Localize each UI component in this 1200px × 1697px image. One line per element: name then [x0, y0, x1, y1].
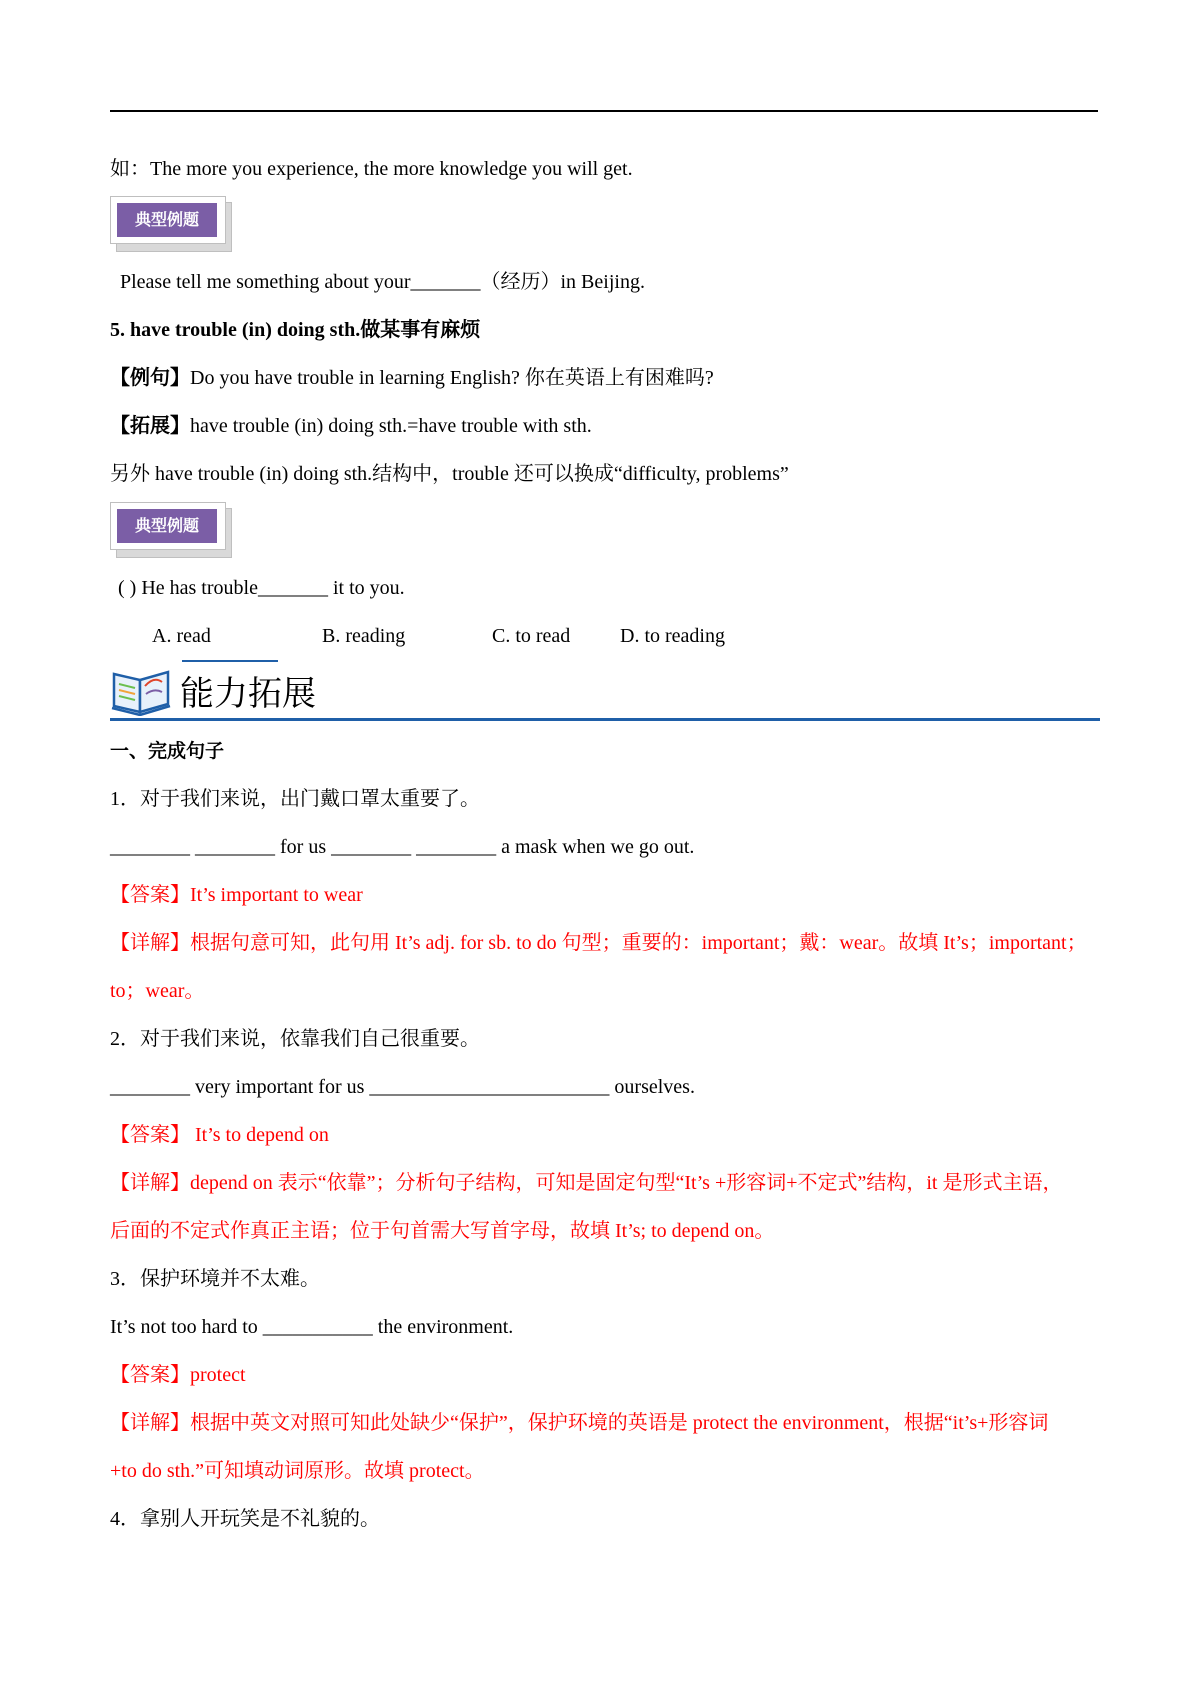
badge-label: 典型例题 — [117, 509, 217, 543]
item-3-answer: 【答案】protect — [110, 1364, 246, 1386]
point-5-title: 5. have trouble (in) doing sth.做某事有麻烦 — [110, 319, 481, 341]
item-2-detail: 【详解】depend on 表示“依靠”；分析句子结构，可知是固定句型“It’s +形容词+不定式”结构，it 是形式主语， — [110, 1172, 1063, 1194]
typical-example-badge — [110, 196, 232, 252]
example-tag: 【例句】 — [110, 367, 190, 389]
exercise-2-question: ( ) He has trouble_______ it to you. — [118, 577, 405, 599]
point-5-extend — [110, 413, 592, 439]
item-4-prompt: 4．拿别人开玩笑是不礼貌的。 — [110, 1508, 380, 1530]
badge-face — [110, 196, 226, 244]
section-title: 能力拓展 — [180, 674, 316, 714]
option-d: D. to reading — [620, 625, 725, 647]
point-5-example — [110, 365, 714, 391]
open-book-icon — [110, 662, 172, 716]
typical-example-badge-2 — [110, 502, 232, 558]
option-a: A. read — [152, 625, 211, 647]
intro-example: 如：The more you experience, the more knowledge you will get. — [110, 158, 633, 180]
item-2-blank: ________ very important for us ________________________ ourselves. — [110, 1076, 695, 1098]
item-3-detail: 【详解】根据中英文对照可知此处缺少“保护”，保护环境的英语是 protect the environment，根据“it’s+形容词 — [110, 1412, 1049, 1434]
part-1-heading: 一、完成句子 — [110, 740, 225, 762]
option-b: B. reading — [322, 625, 406, 647]
section-header — [110, 648, 1100, 720]
point-5-note: 另外 have trouble (in) doing sth.结构中，trouble 还可以换成“difficulty, problems” — [110, 463, 789, 485]
item-1-detail: 【详解】根据句意可知，此句用 It’s adj. for sb. to do 句型；重要的：important；戴：wear。故填 It’s；important； — [110, 932, 1087, 954]
item-1-answer: 【答案】It’s important to wear — [110, 884, 363, 906]
badge-face — [110, 502, 226, 550]
extend-text: have trouble (in) doing sth.=have trouble with sth. — [190, 415, 592, 437]
item-2-detail-cont: 后面的不定式作真正主语；位于句首需大写首字母，故填 It’s; to depend on。 — [110, 1220, 775, 1242]
item-3-blank: It’s not too hard to ___________ the environment. — [110, 1316, 514, 1338]
option-c: C. to read — [492, 625, 571, 647]
item-3-prompt: 3．保护环境并不太难。 — [110, 1268, 320, 1290]
header-rule — [110, 110, 1098, 112]
item-2-answer: 【答案】 It’s to depend on — [110, 1124, 329, 1146]
item-2-prompt: 2．对于我们来说，依靠我们自己很重要。 — [110, 1028, 480, 1050]
item-3-detail-cont: +to do sth.”可知填动词原形。故填 protect。 — [110, 1460, 485, 1482]
example-text: Do you have trouble in learning English? 你在英语上有困难吗? — [190, 367, 714, 389]
item-1-prompt: 1．对于我们来说，出门戴口罩太重要了。 — [110, 788, 480, 810]
item-1-detail-cont: to；wear。 — [110, 980, 205, 1002]
exercise-2-options — [152, 623, 725, 649]
exercise-1: Please tell me something about your_______（经历）in Beijing. — [120, 271, 645, 293]
section-rule — [110, 718, 1100, 721]
section-accent-line — [182, 660, 278, 662]
item-1-blank: ________ ________ for us ________ ________ a mask when we go out. — [110, 836, 695, 858]
extend-tag: 【拓展】 — [110, 415, 190, 437]
badge-label: 典型例题 — [117, 203, 217, 237]
